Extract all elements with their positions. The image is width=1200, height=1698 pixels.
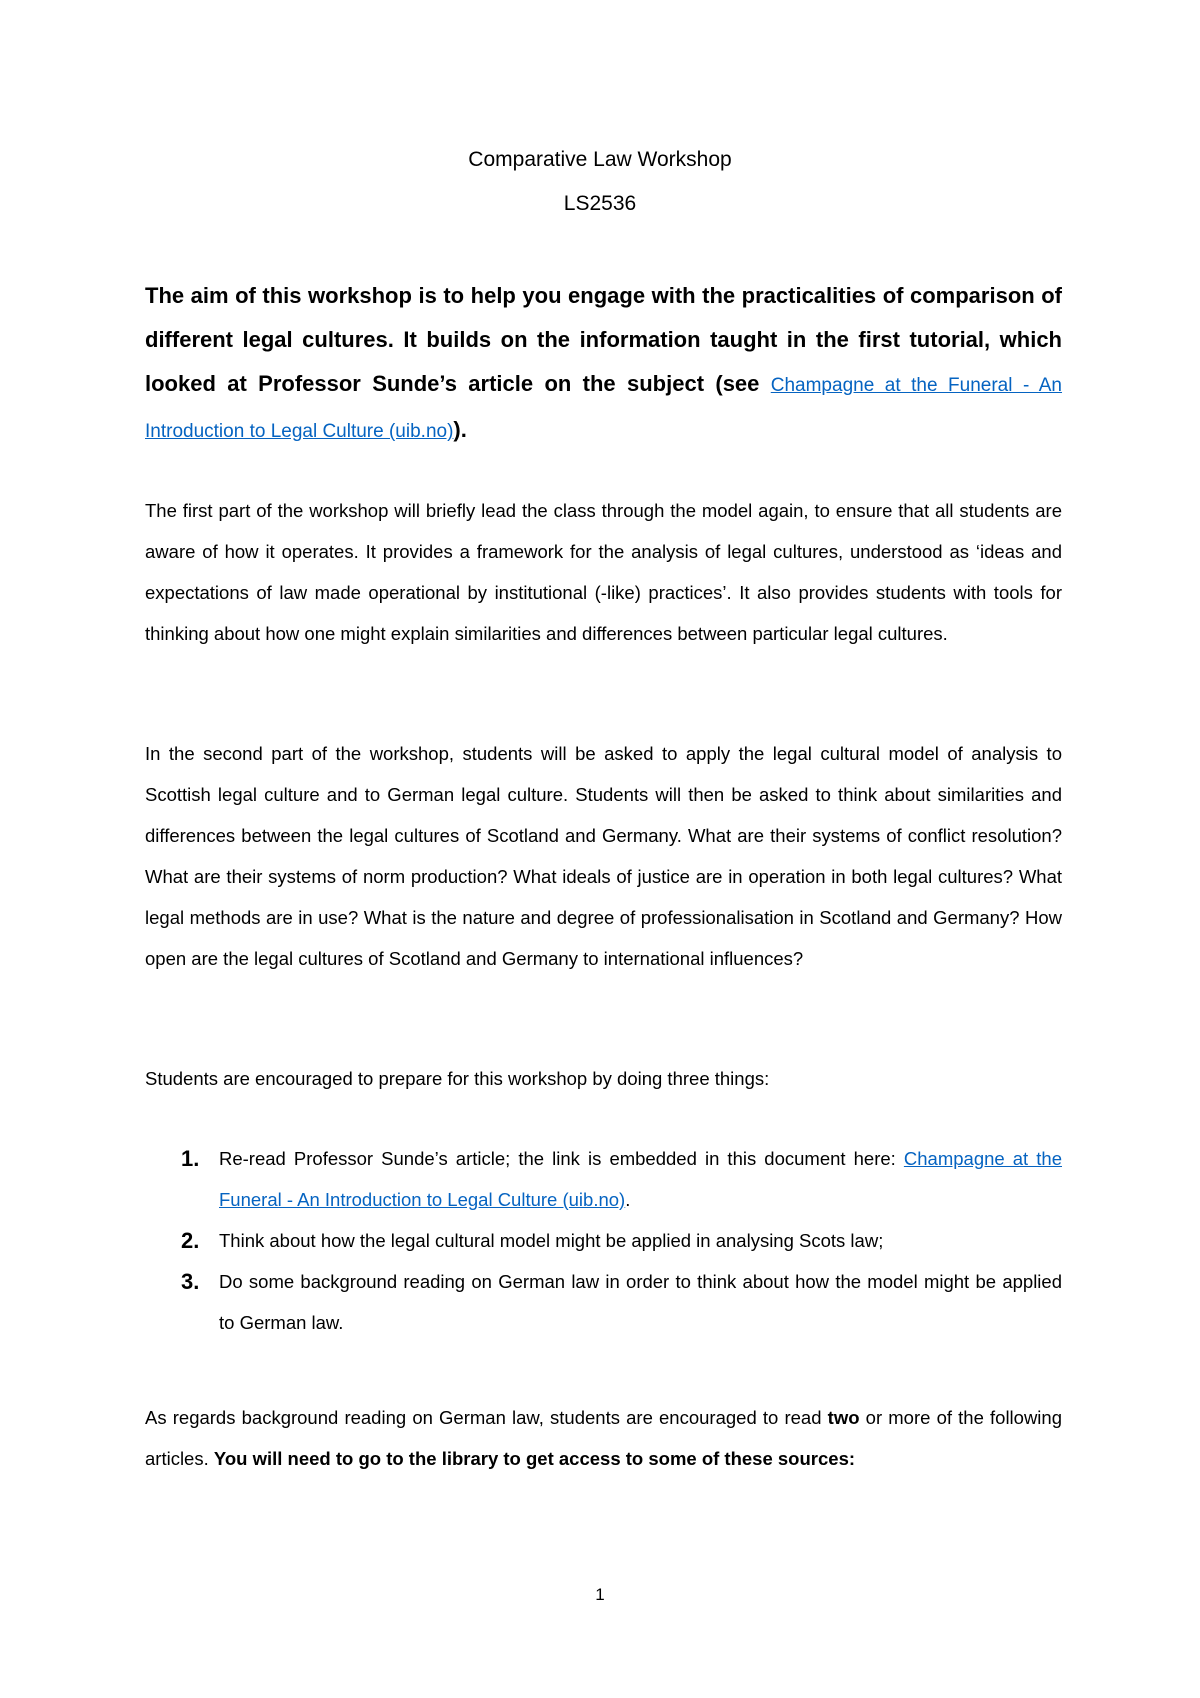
list-item bbox=[145, 1220, 1062, 1261]
list-item-text: Think about how the legal cultural model might be applied in analysing Scots law; bbox=[219, 1230, 884, 1251]
list-item bbox=[145, 1261, 1062, 1343]
paragraph-background-reading bbox=[145, 1397, 1062, 1479]
list-item-text: Re-read Professor Sunde’s article; the link is embedded in this document here: bbox=[219, 1148, 904, 1169]
paragraph-first-part: The first part of the workshop will briefly lead the class through the model again, to ensure that all students are aware of how it operates. It provides a framework for the analysis of legal cultures, understood as ‘ideas and expectations of law made operational by institutional (-like) practices’. It also provides students with tools for thinking about how one might explain similarities and differences between particular legal cultures. bbox=[145, 500, 1062, 644]
closing-text-b: or more of the following articles. bbox=[145, 1407, 1062, 1469]
list-number: 1. bbox=[181, 1146, 200, 1171]
paragraph-preparation: Students are encouraged to prepare for this workshop by doing three things: bbox=[145, 1068, 770, 1089]
preparation-list bbox=[145, 1138, 1062, 1343]
list-item-end: . bbox=[625, 1189, 631, 1210]
document-title: Comparative Law Workshop bbox=[468, 148, 732, 171]
list-number: 3. bbox=[181, 1269, 200, 1294]
course-code: LS2536 bbox=[563, 192, 637, 215]
list-number: 2. bbox=[181, 1228, 200, 1253]
champagne-article-link[interactable]: Champagne at the Funeral - An Introduction to Legal Culture (uib.no) bbox=[145, 375, 1063, 442]
closing-bold-library: You will need to go to the library to get access to some of these sources: bbox=[213, 1448, 856, 1469]
closing-bold-two: two bbox=[827, 1407, 860, 1428]
list-item bbox=[145, 1138, 1062, 1220]
aim-text-end: ). bbox=[453, 417, 467, 442]
closing-text-a: As regards background reading on German law, students are encouraged to read bbox=[145, 1407, 828, 1428]
aim-paragraph bbox=[145, 274, 1062, 454]
paragraph-second-part: In the second part of the workshop, students will be asked to apply the legal cultural model of analysis to Scottish legal culture and to German legal culture. Students will then be asked to think about similarities and differences between the legal cultures of Scotland and Germany. What are their systems of conflict resolution? What are their systems of norm production? What ideals of justice are in operation in both legal cultures? What legal methods are in use? What is the nature and degree of professionalisation in Scotland and Germany? How open are the legal cultures of Scotland and Germany to international influences? bbox=[145, 743, 1062, 969]
aim-text: The aim of this workshop is to help you engage with the practicalities of comparison of different legal cultures. It builds on the information taught in the first tutorial, which looked at Professor Sunde’s article on the subject (see bbox=[145, 283, 1062, 396]
list-item-text: Do some background reading on German law in order to think about how the model might be applied to German law. bbox=[219, 1271, 1062, 1333]
champagne-article-link-list[interactable]: Champagne at the Funeral - An Introduction to Legal Culture (uib.no) bbox=[219, 1148, 1062, 1210]
page-number: 1 bbox=[595, 1585, 605, 1604]
